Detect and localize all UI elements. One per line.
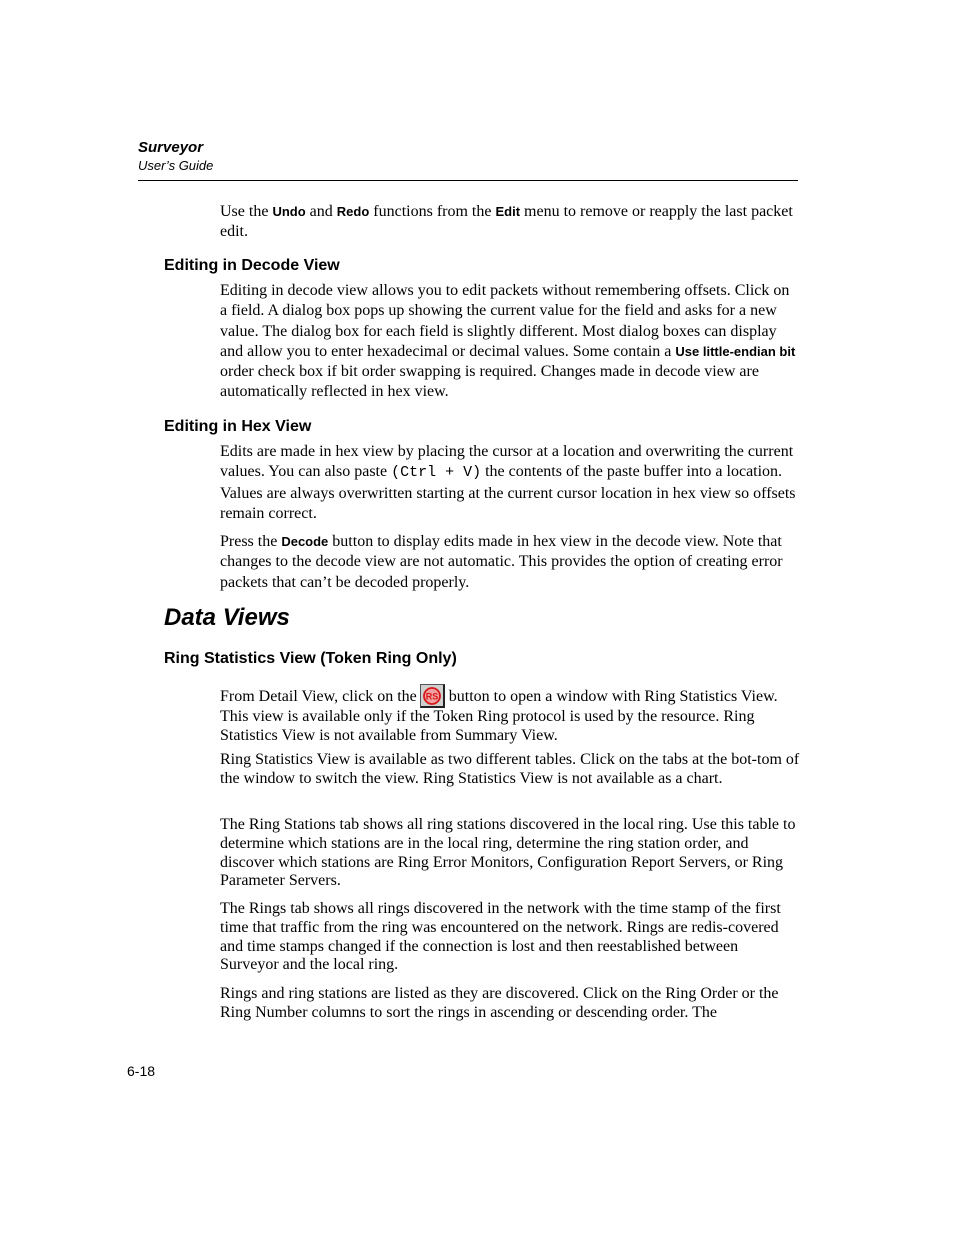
text: functions from the	[369, 203, 496, 220]
running-header-subtitle: User’s Guide	[138, 158, 214, 173]
ring-statistics-button	[420, 684, 445, 708]
text: button to open a window with Ring Statistics View. This view is available only if the Token Ring protocol is used by the resource. Ring Statistics View is not available from Summary View.	[220, 688, 778, 744]
paragraph-ring-stats-5: Rings and ring stations are listed as they are discovered. Click on the Ring Order or the Ring Number columns to sort the rings in ascending or descending order. The	[220, 985, 779, 1021]
ui-term-undo: Undo	[272, 204, 306, 219]
paragraph-ring-stats-1	[220, 684, 800, 746]
paragraph-editing-hex-1	[220, 442, 800, 524]
text: menu to remove or reapply the last packet edit.	[220, 203, 793, 241]
paragraph-editing-decode	[220, 281, 800, 403]
paragraph-ring-stats-4: The Rings tab shows all rings discovered in the network with the time stamp of the first time that traffic from the ring was encountered on the network. Rings are redis-covered and time stamps changed if the connection is lost and then reestablished between Surveyor and the local ring.	[220, 900, 781, 974]
paragraph-editing-hex-2	[220, 532, 800, 593]
heading-ring-statistics-view: Ring Statistics View (Token Ring Only)	[164, 650, 457, 667]
code-ctrl-v: (Ctrl + V)	[391, 464, 482, 482]
ui-term-decode: Decode	[281, 534, 329, 549]
text: Use the	[220, 203, 273, 220]
rs-icon-label: RS	[425, 691, 439, 702]
text: From Detail View, click on the	[220, 688, 417, 705]
ui-term-redo: Redo	[336, 204, 370, 219]
text: button to display edits made in hex view in the decode view. Note that changes to the decode view are not automatic. This provides the option of creating error packets that can’t be decoded properly.	[220, 533, 783, 591]
text: the contents of the paste buffer into a location. Values are always overwritten starting at the current cursor location in hex view so offsets remain correct.	[220, 463, 796, 522]
heading-data-views: Data Views	[164, 604, 290, 631]
heading-editing-decode-view: Editing in Decode View	[164, 257, 340, 274]
text: Press the	[220, 533, 282, 550]
paragraph-undo-redo	[220, 202, 800, 243]
text: Editing in decode view allows you to edit packets without remembering offsets. Click on a field. A dialog box pops up showing the current value for the field and asks for a new value. The dialog box for each field is slightly different. Most dialog boxes can display and allow you to enter hexadecimal or decimal values. Some contain a	[220, 282, 790, 360]
text: Edits are made in hex view by placing the cursor at a location and overwriting the current values. You can also paste	[220, 443, 794, 481]
rs-icon	[421, 685, 443, 707]
heading-editing-hex-view: Editing in Hex View	[164, 418, 312, 435]
text: and	[305, 203, 337, 220]
ui-term-edit: Edit	[495, 204, 521, 219]
running-header-title: Surveyor	[138, 139, 204, 156]
ui-term-use-little-endian: Use little-endian bit	[675, 343, 796, 359]
paragraph-ring-stats-2: Ring Statistics View is available as two different tables. Click on the tabs at the bot-tom of the window to switch the view. Ring Statistics View is not available as a chart.	[220, 751, 800, 787]
text: order check box if bit order swapping is required. Changes made in decode view are automatically reflected in hex view.	[220, 363, 759, 401]
page-number: 6-18	[127, 1063, 156, 1079]
header-rule	[138, 180, 798, 181]
paragraph-ring-stats-3: The Ring Stations tab shows all ring stations discovered in the local ring. Use this table to determine which stations are in the local ring, determine the ring station order, and discover which stations are Ring Error Monitors, Configuration Report Servers, or Ring Parameter Servers.	[220, 816, 796, 890]
